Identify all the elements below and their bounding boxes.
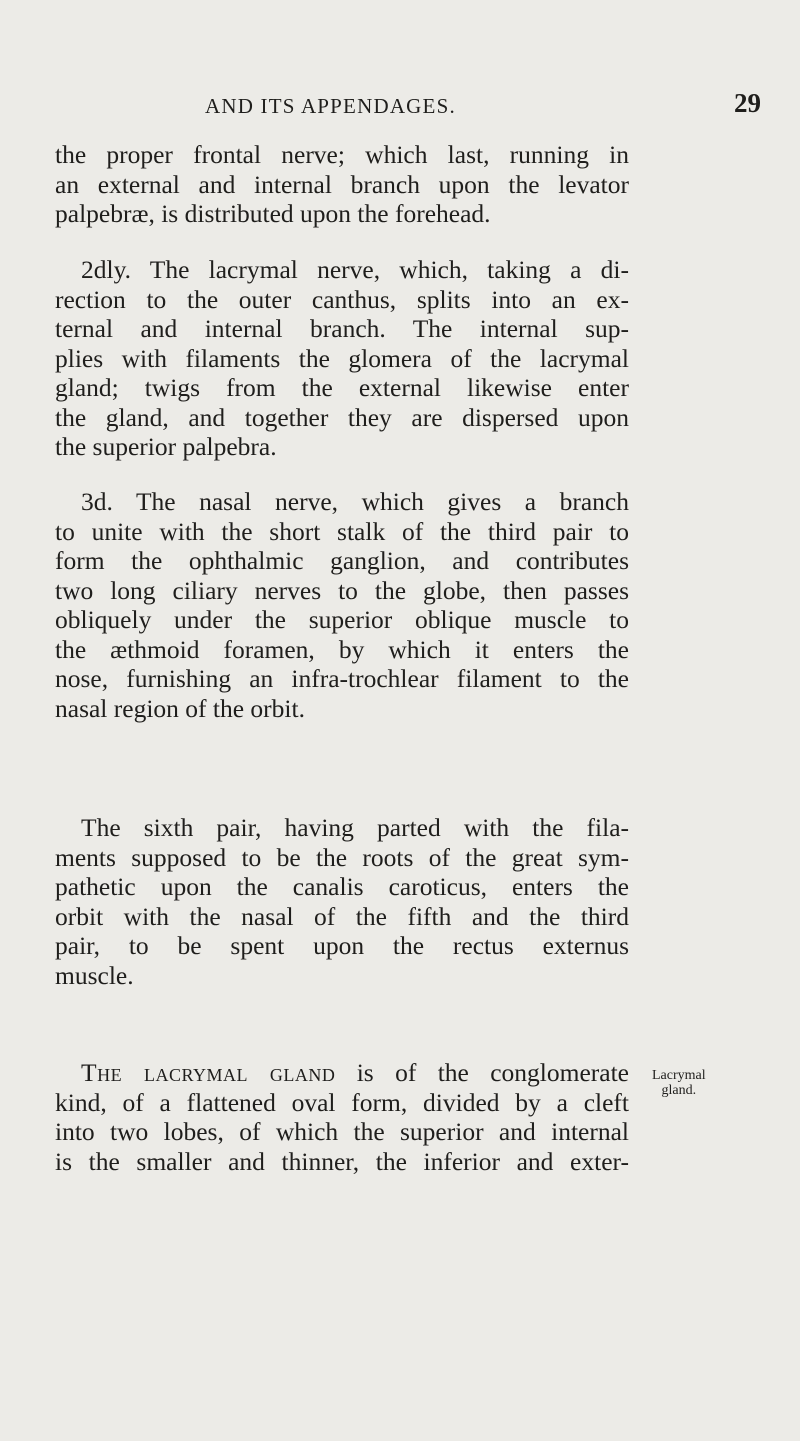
text-line: obliquely under the superior oblique muscle to xyxy=(55,605,629,634)
text-line: kind, of a flattened oval form, divided by a cleft xyxy=(55,1087,629,1117)
text-line: an external and internal branch upon the levator xyxy=(55,169,629,199)
text-line: pair, to be spent upon the rectus externus xyxy=(55,931,629,960)
text-line: the proper frontal nerve; which last, running in xyxy=(55,140,629,169)
text-line: into two lobes, of which the superior and internal xyxy=(55,1117,629,1146)
text-line: ternal and internal branch. The internal sup- xyxy=(55,314,629,343)
running-head: AND ITS APPENDAGES. xyxy=(205,94,456,118)
paragraph-lacrymal-nerve xyxy=(55,255,629,462)
text-line: nose, furnishing an infra-trochlear filament to the xyxy=(55,664,629,693)
text-line: to unite with the short stalk of the third pair to xyxy=(55,516,629,546)
margin-note-line: gland. xyxy=(661,1083,697,1098)
text-line: pathetic upon the canalis caroticus, enters the xyxy=(55,872,629,901)
paragraph-lacrymal-gland xyxy=(55,1058,629,1176)
text-line: 2dly. The lacrymal nerve, which, taking a di- xyxy=(81,255,629,284)
text-line: 3d. The nasal nerve, which gives a branch xyxy=(81,487,629,516)
text-line: gland; twigs from the external likewise enter xyxy=(55,373,629,402)
text-line: is the smaller and thinner, the inferior and exter- xyxy=(55,1146,629,1176)
text-line: orbit with the nasal of the fifth and the third xyxy=(55,901,629,931)
text-line: two long ciliary nerves to the globe, then passes xyxy=(55,575,629,605)
text-line: nasal region of the orbit. xyxy=(55,693,305,723)
paragraph-frontal-nerve xyxy=(55,140,629,229)
paragraph-sixth-pair xyxy=(55,813,629,990)
margin-note-line: Lacrymal xyxy=(652,1068,706,1083)
text-line: plies with filaments the glomera of the lacrymal xyxy=(55,343,629,373)
text-line: the gland, and together they are dispersed upon xyxy=(55,402,629,432)
page-number: 29 xyxy=(734,88,761,118)
text-line: form the ophthalmic ganglion, and contributes xyxy=(55,546,629,575)
small-caps-heading: The lacrymal gland xyxy=(81,1058,336,1087)
text-line: rection to the outer canthus, splits into an ex- xyxy=(55,284,629,314)
text-line: muscle. xyxy=(55,960,134,990)
text-fragment: is of the conglomerate xyxy=(335,1058,629,1087)
text-line: palpebræ, is distributed upon the forehead. xyxy=(55,199,491,228)
text-line xyxy=(55,1058,629,1088)
margin-note xyxy=(652,1068,706,1098)
text-line: The sixth pair, having parted with the fila- xyxy=(81,813,629,842)
text-line: the superior palpebra. xyxy=(55,432,277,461)
text-line: ments supposed to be the roots of the great sym- xyxy=(55,842,629,872)
text-line: the æthmoid foramen, by which it enters the xyxy=(55,634,629,664)
paragraph-nasal-nerve xyxy=(55,487,629,723)
